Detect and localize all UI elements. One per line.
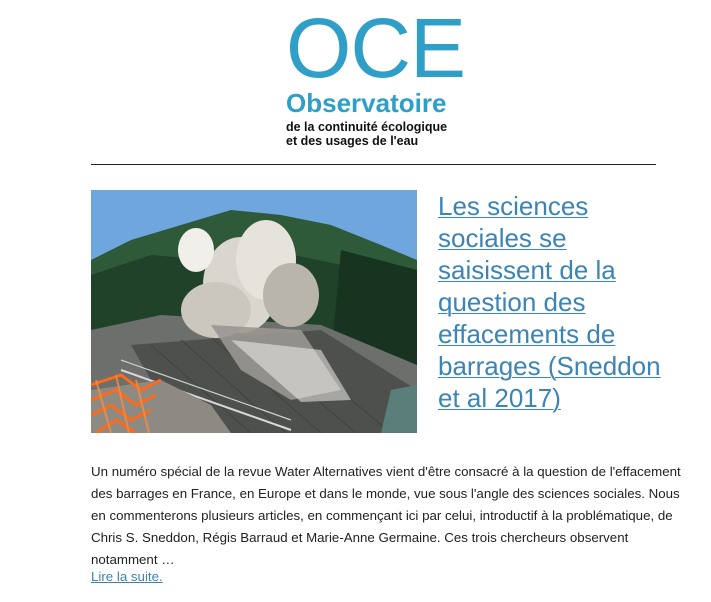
- logo-mark: OCE: [286, 1, 466, 95]
- oce-logo: [282, 1, 502, 152]
- dam-explosion-photo: [91, 190, 417, 433]
- read-more-link[interactable]: Lire la suite.: [91, 569, 163, 584]
- header-divider: [91, 164, 656, 165]
- article-headline-link[interactable]: Les sciences sociales se saisissent de la question des effacements de barrages (Sneddon et al 2017): [438, 191, 661, 413]
- article-image[interactable]: [91, 190, 417, 433]
- logo-subtitle-line-2: et des usages de l'eau: [286, 134, 419, 148]
- article-excerpt: Un numéro spécial de la revue Water Alternatives vient d'être consacré à la question de l'effacement des barrages en France, en Europe et dans le monde, vue sous l'angle des sciences sociales. Nous en commenterons plusieurs articles, en commençant ici par celui, introductif à la problématique, de Chris S. Sneddon, Régis Barraud et Marie-Anne Germaine. Ces trois chercheurs observent notamment …: [91, 464, 681, 567]
- logo-subtitle-line-1: de la continuité écologique: [286, 120, 448, 134]
- logo-title: Observatoire: [286, 88, 447, 118]
- logo-subtitle: [286, 120, 506, 148]
